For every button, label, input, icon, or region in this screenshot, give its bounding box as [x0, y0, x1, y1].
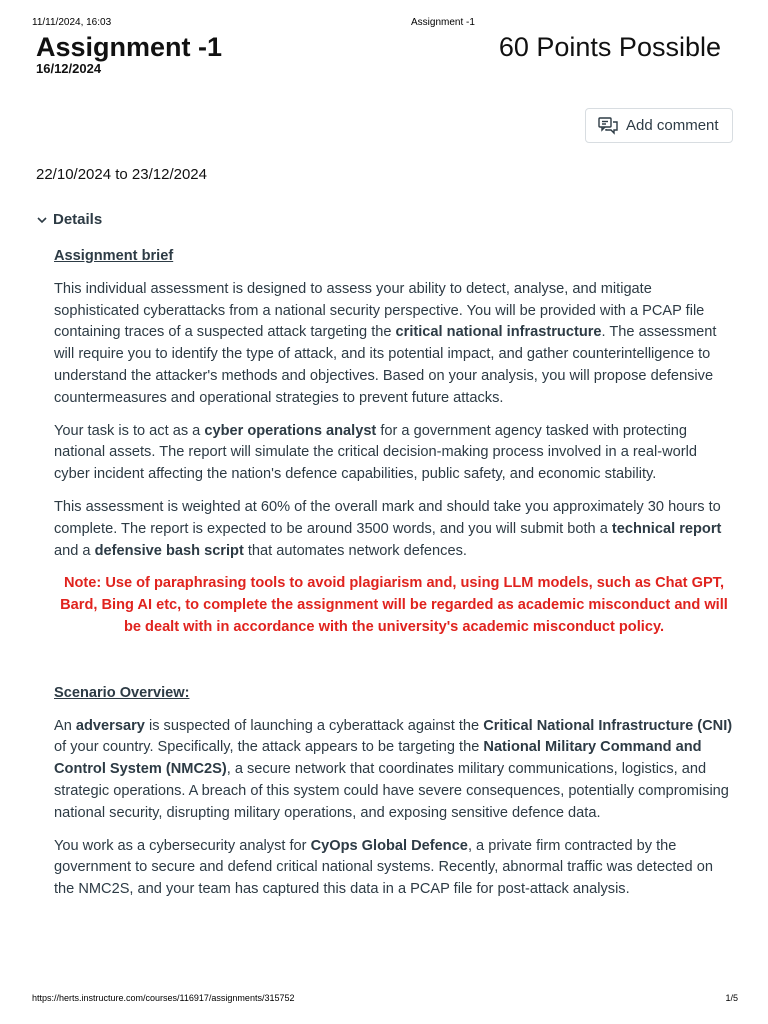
emphasis: Critical National Infrastructure (CNI) — [483, 717, 733, 734]
print-footer — [32, 993, 738, 1005]
print-page-title: Assignment -1 — [411, 17, 475, 28]
scenario-paragraph-2 — [54, 836, 734, 901]
text: and a — [54, 542, 95, 559]
text: This individual assessment is designed to assess your ability to detect, analyse, and mitigate sophisticated cyberattacks from a national security perspective. You will be provided with a PCAP file containing traces of a suspected attack targeting the — [54, 280, 705, 341]
scenario-overview-heading: Scenario Overview: — [54, 684, 190, 701]
emphasis: technical report — [611, 520, 722, 537]
due-date: 16/12/2024 — [36, 61, 102, 76]
text: , a secure network that coordinates military communications, logistics, and strategic operations. A breach of this system could have severe consequences, potentially compromising national security, disrupting military operations, and exposing sensitive defence data. — [54, 761, 729, 821]
text: . The assessment will require you to identify the type of attack, and its potential impact, and gather counterintelligence to understand the attacker's methods and objectives. Based on your analysis, you will propose defensive countermeasures and operational strategies to prevent future attacks. — [54, 324, 717, 406]
brief-paragraph-3 — [54, 497, 734, 562]
assignment-brief-heading: Assignment brief — [54, 248, 174, 264]
print-timestamp: 11/11/2024, 16:03 — [32, 17, 112, 28]
emphasis: CyOps Global Defence — [310, 837, 468, 854]
text: , a private firm contracted by the government to secure and defend critical national systems. Recently, abnormal traffic was detected on the NMC2S, and your team has captured this data in a PCAP file for post-attack analysis. — [54, 837, 713, 898]
emphasis: adversary — [75, 717, 145, 734]
comment-icon — [598, 117, 618, 135]
misconduct-note: Note: Use of paraphrasing tools to avoid plagiarism and, using LLM models, such as Chat GPT, Bard, Bing AI etc, to complete the assignment will be regarded as academic misconduct and will be dealt with in accordance with the university's academic misconduct policy. — [60, 575, 728, 635]
text: This assessment is weighted at 60% of the overall mark and should take you approximately 30 hours to complete. The report is expected to be around 3500 words, and you will submit both a — [54, 498, 721, 537]
emphasis: critical national infrastructure — [395, 324, 602, 341]
assignment-description — [54, 246, 734, 912]
page-url: https://herts.instructure.com/courses/116917/assignments/315752 — [32, 993, 295, 1003]
print-header — [32, 17, 736, 31]
assignment-title: Assignment -1 — [36, 32, 223, 62]
text: that automates network defences. — [243, 542, 467, 559]
text: An — [54, 717, 76, 734]
emphasis: cyber operations analyst — [204, 422, 377, 439]
text: Your task is to act as a — [54, 422, 205, 439]
points-possible: 60 Points Possible — [498, 32, 721, 62]
emphasis: defensive bash script — [94, 542, 244, 559]
availability-dates: 22/10/2024 to 23/12/2024 — [36, 166, 207, 183]
scenario-paragraph-1 — [54, 716, 734, 825]
add-comment-label: Add comment — [626, 117, 719, 134]
text: is suspected of launching a cyberattack against the — [144, 717, 484, 734]
details-label: Details — [53, 211, 103, 228]
emphasis: National Military Command and Control System (NMC2S) — [54, 739, 702, 778]
chevron-down-icon — [36, 214, 48, 226]
spacer — [54, 650, 734, 683]
brief-paragraph-1 — [54, 279, 734, 410]
brief-paragraph-2 — [54, 421, 734, 486]
add-comment-button[interactable] — [585, 108, 733, 143]
text: for a government agency tasked with protecting national assets. The report will simulate the critical decision-making process involved in a real-world cyber incident affecting the nation's defence capabilities, public safety, and economic stability. — [54, 422, 697, 483]
page-number: 1/5 — [725, 993, 738, 1003]
text: of your country. Specifically, the attack appears to be targeting the — [54, 739, 484, 756]
details-toggle[interactable] — [36, 211, 102, 228]
text: You work as a cybersecurity analyst for — [54, 837, 311, 854]
